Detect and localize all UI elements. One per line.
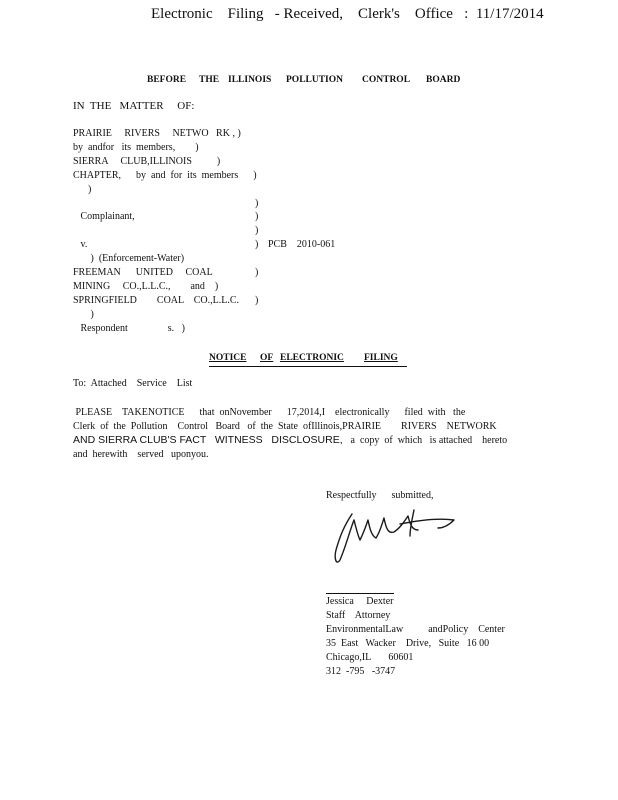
signature-line [326, 593, 394, 594]
versus-label: v. [73, 239, 88, 250]
signer-title: Staff Attorney [326, 610, 391, 621]
notice-of-word: OF [260, 353, 274, 363]
document-title-emphasis: AND SIERRA CLUB'S FACT WITNESS DISCLOSURE, [73, 434, 343, 446]
body-line: a copy of which is attached hereto [343, 435, 508, 446]
notice-filing-word: FILING [364, 353, 398, 363]
caption-line: CHAPTER, by and for its members ) [73, 170, 257, 181]
handwritten-signature [330, 506, 460, 576]
signer-address-street: 35 East Wacker Drive, Suite 16 00 [326, 638, 490, 649]
to-service-list: To: Attached Service List [73, 378, 193, 389]
caption-paren: ) [255, 239, 259, 250]
filing-stamp-header: Electronic Filing - Received, Clerk's Office : 11/17/2014 [151, 6, 544, 22]
board-title-board: BOARD [426, 75, 461, 85]
notice-word: NOTICE [209, 353, 247, 363]
caption-line: ) [73, 184, 92, 195]
signer-name: Jessica Dexter [326, 596, 394, 607]
board-title-the: THE [199, 75, 220, 85]
board-title-control: CONTROL [362, 75, 411, 85]
respondents-label: Respondent s. ) [73, 323, 185, 334]
caption-paren: ) [255, 198, 259, 209]
caption-paren: ) [255, 267, 259, 278]
signer-phone: 312 -795 -3747 [326, 666, 396, 677]
board-title-illinois: ILLINOIS [228, 75, 272, 85]
board-title-before: BEFORE [147, 75, 187, 85]
notice-electronic-word: ELECTRONIC [280, 353, 344, 363]
body-line: and herewith served uponyou. [73, 449, 209, 460]
caption-paren: ) [255, 295, 259, 306]
caption-line: MINING CO.,L.L.C., and ) [73, 281, 219, 292]
body-line: Clerk of the Pollution Control Board of the State ofIllinois,PRAIRIE RIVERS NETWORK [73, 421, 497, 432]
enforcement-water-label: ) (Enforcement-Water) [73, 253, 185, 264]
body-line: PLEASE TAKENOTICE that onNovember 17,2014,I electronically filed with the [73, 407, 466, 418]
caption-line: SIERRA CLUB,ILLINOIS ) [73, 156, 221, 167]
caption-line: FREEMAN UNITED COAL [73, 267, 213, 278]
board-title-pollution: POLLUTION [286, 75, 344, 85]
caption-line: SPRINGFIELD COAL CO.,L.L.C. [73, 295, 240, 306]
caption-line: PRAIRIE RIVERS NETWO RK , ) [73, 128, 241, 139]
notice-underline [209, 366, 407, 367]
in-the-matter-line: IN THE MATTER OF: [73, 100, 195, 112]
caption-paren: ) [255, 225, 259, 236]
signer-address-city: Chicago,IL 60601 [326, 652, 414, 663]
case-number: PCB 2010-061 [268, 239, 336, 250]
caption-paren: ) [255, 211, 259, 222]
caption-line: by andfor its members, ) [73, 142, 199, 153]
caption-line: ) [73, 309, 94, 320]
signer-organization: EnvironmentalLaw andPolicy Center [326, 624, 505, 635]
complainant-label: Complainant, [73, 211, 135, 222]
respectfully-submitted: Respectfully submitted, [326, 490, 434, 501]
